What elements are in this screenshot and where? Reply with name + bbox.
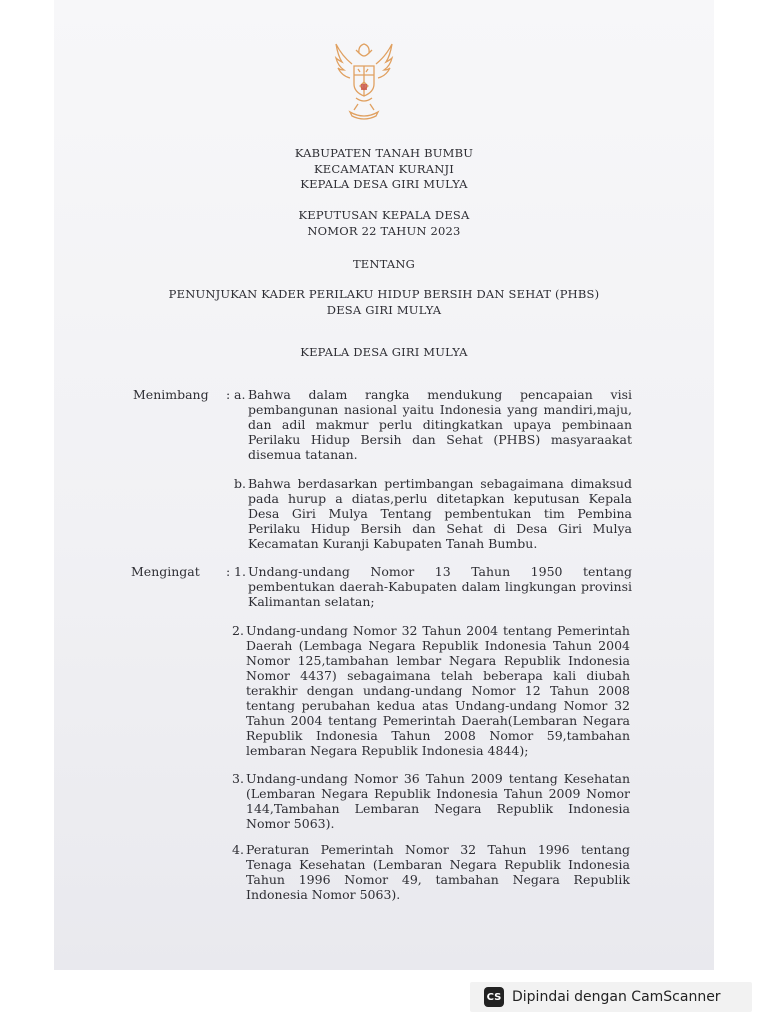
item-marker: 4.: [232, 842, 244, 857]
item-text: Bahwa dalam rangka mendukung pencapaian visi pembangunan nasional yaitu Indonesia yang mandiri,maju, dan adil makmur perlu ditingkatkan upaya pembinaan Perilaku Hidup Bersih dan Sehat (PHBS) masyaraakat disemua tatanan.: [248, 387, 632, 462]
menimbang-colon: :: [226, 387, 231, 402]
header-district: KECAMATAN KURANJI: [313, 161, 455, 176]
item-text: Undang-undang Nomor 32 Tahun 2004 tentang Pemerintah Daerah (Lembaga Negara Republik Indonesia Tahun 2004 Nomor 125,tambahan lembar Negara Republik Indonesia Nomor 4437) sebagaimana telah beberapa kali diubah terakhir dengan undang-undang Nomor 12 Tahun 2008 tentang perubahan kedua atas Undang-undang Nomor 32 Tahun 2004 tentang Pemerintah Daerah(Lembaran Negara Republik Indonesia Tahun 2008 Nomor 59,tambahan lembaran Negara Republik Indonesia 4844);: [246, 623, 630, 758]
subject-line-1: PENUNJUKAN KADER PERILAKU HIDUP BERSIH DAN SEHAT (PHBS): [168, 287, 600, 301]
issuer-heading: KEPALA DESA GIRI MULYA: [300, 345, 468, 359]
decree-number: NOMOR 22 TAHUN 2023: [307, 223, 461, 238]
header-village-head: KEPALA DESA GIRI MULYA: [300, 177, 468, 191]
subject-block: [54, 287, 714, 318]
mengingat-colon: :: [226, 564, 231, 579]
document-page: [54, 0, 714, 970]
decree-title: KEPUTUSAN KEPALA DESA: [298, 208, 470, 222]
decree-block: [54, 208, 714, 239]
item-text: Undang-undang Nomor 13 Tahun 1950 tentang pembentukan daerah-Kabupaten dalam lingkungan provinsi Kalimantan selatan;: [248, 564, 632, 609]
garuda-emblem-icon: [332, 38, 396, 124]
item-marker: a.: [234, 387, 246, 402]
header-regency: KABUPATEN TANAH BUMBU: [294, 146, 474, 160]
header-block: [54, 146, 714, 193]
subject-line-2: DESA GIRI MULYA: [326, 302, 442, 317]
camscanner-text: Dipindai dengan CamScanner: [512, 989, 721, 1005]
about-heading: TENTANG: [352, 257, 416, 271]
item-marker: 3.: [232, 771, 244, 786]
item-marker: b.: [234, 476, 246, 491]
item-text: Peraturan Pemerintah Nomor 32 Tahun 1996 tentang Tenaga Kesehatan (Lembaran Negara Republik Indonesia Tahun 1996 Nomor 49, tambahan Negara Republik Indonesia Nomor 5063).: [246, 842, 630, 902]
mengingat-label: Mengingat: [131, 564, 200, 579]
item-text: Undang-undang Nomor 36 Tahun 2009 tentang Kesehatan (Lembaran Negara Republik Indonesia Tahun 2009 Nomor 144,Tambahan Lembaran Negara Republik Indonesia Nomor 5063).: [246, 771, 630, 831]
camscanner-badge: [470, 982, 752, 1012]
item-text: Bahwa berdasarkan pertimbangan sebagaimana dimaksud pada hurup a diatas,perlu ditetapkan keputusan Kepala Desa Giri Mulya Tentang pembentukan tim Pembina Perilaku Hidup Bersih dan Sehat di Desa Giri Mulya Kecamatan Kuranji Kabupaten Tanah Bumbu.: [248, 476, 632, 551]
item-marker: 2.: [232, 623, 244, 638]
camscanner-icon: CS: [484, 987, 504, 1007]
item-marker: 1.: [234, 564, 246, 579]
menimbang-label: Menimbang: [133, 387, 209, 402]
